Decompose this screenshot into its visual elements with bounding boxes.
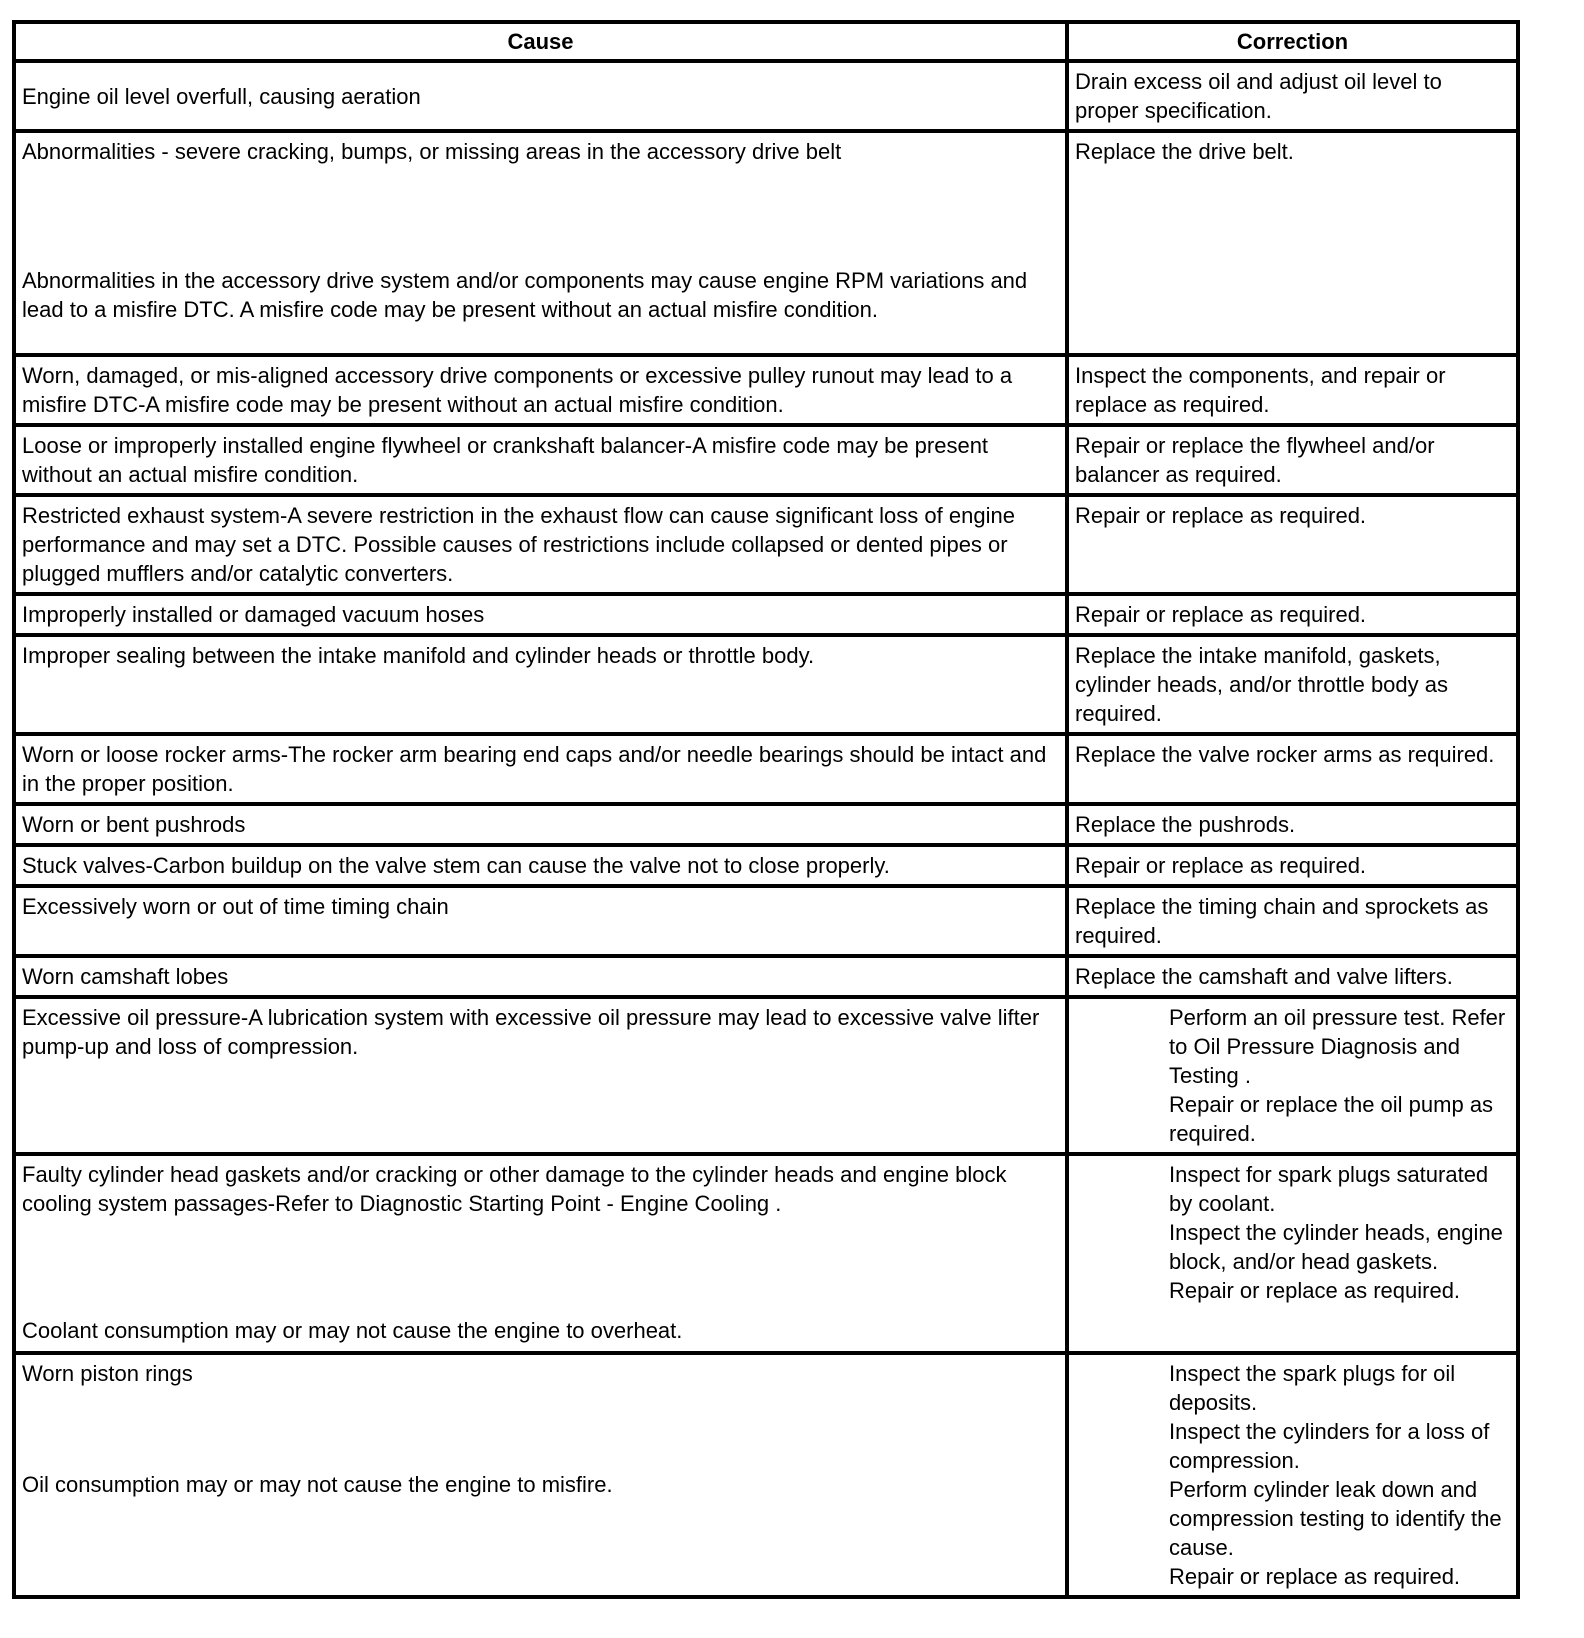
table-row bbox=[14, 1353, 1518, 1597]
cause-note: Coolant consumption may or may not cause the engine to overheat. bbox=[22, 1318, 683, 1343]
cause-text: Loose or improperly installed engine flywheel or crankshaft balancer-A misfire code may be present without an actual misfire condition. bbox=[22, 433, 989, 487]
correction-cell bbox=[1067, 355, 1518, 425]
table-row bbox=[14, 495, 1518, 594]
correction-cell bbox=[1067, 804, 1518, 845]
table-row bbox=[14, 997, 1518, 1154]
correction-step: Inspect the spark plugs for oil deposits. bbox=[1169, 1361, 1456, 1415]
cause-text: Faulty cylinder head gaskets and/or cracking or other damage to the cylinder heads and engine block cooling system passages-Refer to Diagnostic Starting Point - Engine Cooling . bbox=[22, 1162, 1007, 1216]
cause-cell bbox=[14, 886, 1067, 956]
correction-cell bbox=[1067, 734, 1518, 804]
cause-header: Cause bbox=[14, 22, 1067, 61]
correction-text: Repair or replace as required. bbox=[1075, 602, 1367, 627]
cause-text: Engine oil level overfull, causing aeration bbox=[22, 83, 421, 109]
cause-text: Excessive oil pressure-A lubrication system with excessive oil pressure may lead to excessive valve lifter pump-up and loss of compression. bbox=[22, 1005, 1040, 1059]
cause-note: Oil consumption may or may not cause the engine to misfire. bbox=[22, 1472, 613, 1497]
table-row bbox=[14, 1154, 1518, 1353]
table-row bbox=[14, 635, 1518, 734]
cause-cell bbox=[14, 425, 1067, 495]
cause-cell bbox=[14, 956, 1067, 997]
diagnosis-table bbox=[12, 20, 1520, 1599]
correction-cell bbox=[1067, 61, 1518, 131]
correction-text: Replace the intake manifold, gaskets, cylinder heads, and/or throttle body as required. bbox=[1075, 643, 1449, 726]
cause-note: Abnormalities in the accessory drive system and/or components may cause engine RPM variations and lead to a misfire DTC. A misfire code may be present without an actual misfire condition. bbox=[22, 268, 1028, 322]
cause-text: Excessively worn or out of time timing chain bbox=[22, 894, 449, 919]
correction-text: Inspect the components, and repair or replace as required. bbox=[1075, 363, 1446, 417]
table-row bbox=[14, 355, 1518, 425]
table-row bbox=[14, 804, 1518, 845]
cause-cell bbox=[14, 997, 1067, 1154]
correction-step: Perform an oil pressure test. Refer to Oil Pressure Diagnosis and Testing . bbox=[1169, 1005, 1506, 1088]
table-row bbox=[14, 956, 1518, 997]
correction-cell bbox=[1067, 956, 1518, 997]
correction-text: Replace the timing chain and sprockets as required. bbox=[1075, 894, 1489, 948]
correction-text: Repair or replace the flywheel and/or balancer as required. bbox=[1075, 433, 1435, 487]
cause-text: Abnormalities - severe cracking, bumps, or missing areas in the accessory drive belt bbox=[22, 139, 842, 164]
correction-text: Replace the camshaft and valve lifters. bbox=[1075, 964, 1453, 989]
cause-cell bbox=[14, 635, 1067, 734]
cause-cell bbox=[14, 1154, 1067, 1353]
table-row bbox=[14, 425, 1518, 495]
cause-cell bbox=[14, 804, 1067, 845]
correction-header: Correction bbox=[1067, 22, 1518, 61]
correction-steps bbox=[1075, 1160, 1510, 1305]
correction-step: Repair or replace as required. bbox=[1169, 1564, 1461, 1589]
correction-cell bbox=[1067, 495, 1518, 594]
correction-cell bbox=[1067, 1353, 1518, 1597]
cause-cell bbox=[14, 1353, 1067, 1597]
correction-cell bbox=[1067, 131, 1518, 355]
correction-cell bbox=[1067, 1154, 1518, 1353]
cause-text: Worn, damaged, or mis-aligned accessory drive components or excessive pulley runout may lead to a misfire DTC-A misfire code may be present without an actual misfire condition. bbox=[22, 363, 1013, 417]
correction-step: Inspect the cylinder heads, engine block, and/or head gaskets. bbox=[1169, 1220, 1503, 1274]
cause-cell bbox=[14, 734, 1067, 804]
correction-cell bbox=[1067, 635, 1518, 734]
correction-steps bbox=[1075, 1359, 1510, 1591]
cause-text: Improper sealing between the intake manifold and cylinder heads or throttle body. bbox=[22, 643, 815, 668]
cause-text: Improperly installed or damaged vacuum hoses bbox=[22, 602, 485, 627]
cause-text: Worn or loose rocker arms-The rocker arm bearing end caps and/or needle bearings should be intact and in the proper position. bbox=[22, 742, 1047, 796]
cause-text: Restricted exhaust system-A severe restriction in the exhaust flow can cause significant loss of engine performance and may set a DTC. Possible causes of restrictions include collapsed or dented pipes or plugged mufflers and/or catalytic converters. bbox=[22, 503, 1015, 586]
table-row bbox=[14, 131, 1518, 355]
correction-text: Repair or replace as required. bbox=[1075, 503, 1367, 528]
header-row bbox=[14, 22, 1518, 61]
correction-text: Replace the drive belt. bbox=[1075, 139, 1294, 164]
correction-step: Inspect for spark plugs saturated by coolant. bbox=[1169, 1162, 1489, 1216]
correction-step: Repair or replace the oil pump as required. bbox=[1169, 1092, 1494, 1146]
cause-cell bbox=[14, 131, 1067, 355]
cause-text: Worn or bent pushrods bbox=[22, 812, 246, 837]
correction-steps bbox=[1075, 1003, 1510, 1148]
correction-cell bbox=[1067, 845, 1518, 886]
correction-text: Drain excess oil and adjust oil level to proper specification. bbox=[1075, 69, 1442, 123]
table-row bbox=[14, 886, 1518, 956]
cause-cell bbox=[14, 355, 1067, 425]
correction-cell bbox=[1067, 425, 1518, 495]
correction-cell bbox=[1067, 594, 1518, 635]
correction-text: Repair or replace as required. bbox=[1075, 853, 1367, 878]
table-row bbox=[14, 845, 1518, 886]
cause-text: Worn piston rings bbox=[22, 1361, 193, 1386]
cause-text: Stuck valves-Carbon buildup on the valve stem can cause the valve not to close properly. bbox=[22, 853, 890, 878]
correction-text: Replace the valve rocker arms as required. bbox=[1075, 742, 1495, 767]
cause-cell bbox=[14, 845, 1067, 886]
table-row bbox=[14, 594, 1518, 635]
correction-step: Repair or replace as required. bbox=[1169, 1278, 1461, 1303]
correction-cell bbox=[1067, 997, 1518, 1154]
table-row bbox=[14, 61, 1518, 131]
correction-cell bbox=[1067, 886, 1518, 956]
table-row bbox=[14, 734, 1518, 804]
correction-step: Inspect the cylinders for a loss of compression. bbox=[1169, 1419, 1490, 1473]
cause-cell bbox=[14, 495, 1067, 594]
cause-cell bbox=[14, 594, 1067, 635]
cause-cell bbox=[14, 61, 1067, 131]
correction-text: Replace the pushrods. bbox=[1075, 812, 1296, 837]
correction-step: Perform cylinder leak down and compression testing to identify the cause. bbox=[1169, 1477, 1502, 1560]
cause-text: Worn camshaft lobes bbox=[22, 964, 229, 989]
